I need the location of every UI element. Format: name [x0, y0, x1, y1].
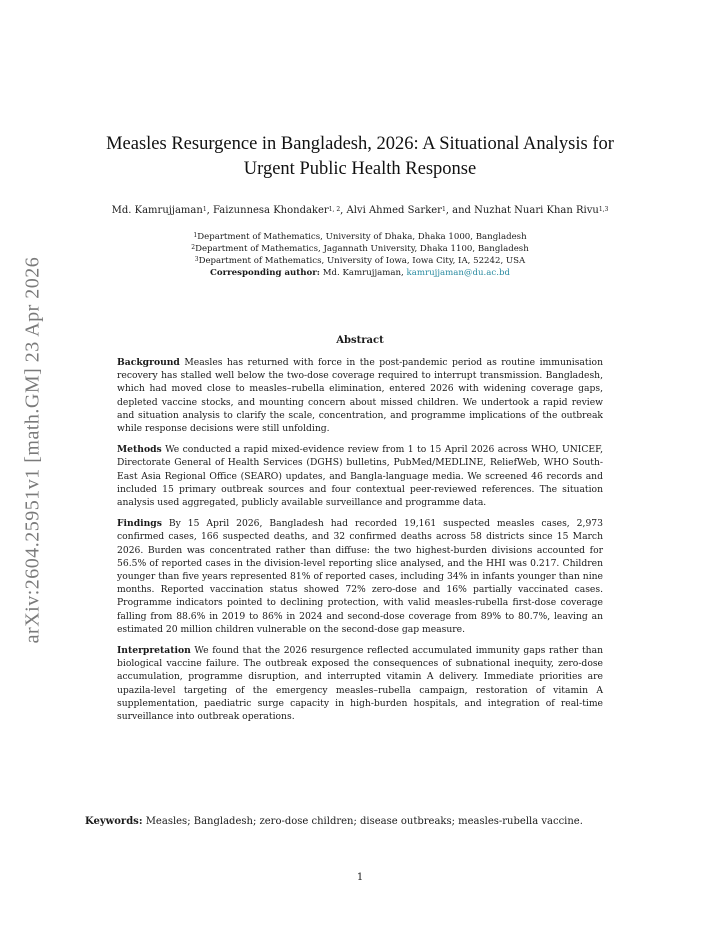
affiliation-text: Department of Mathematics, Jagannath University, Dhaka 1100, Bangladesh	[195, 244, 529, 254]
section-label: Findings	[117, 518, 162, 530]
affiliation-line	[120, 255, 600, 267]
abstract-interpretation	[117, 644, 603, 723]
author-name: , Faizunnesa Khondaker	[206, 205, 329, 216]
title-line-1: Measles Resurgence in Bangladesh, 2026: A Situational Analysis for	[106, 134, 614, 154]
abstract-heading: Abstract	[336, 335, 384, 346]
corresponding-author	[120, 267, 600, 279]
abstract-methods	[117, 443, 603, 509]
section-label: Interpretation	[117, 645, 191, 657]
section-text: Measles has returned with force in the post-pandemic period as routine immunisation recovery has stalled well below the two-dose coverage required to interrupt transmission. Bangladesh, which had moved close to measles–rubella elimination, entered 2026 with widening coverage gaps, depleted vaccine stocks, and mounting concern about missed children. We undertook a rapid review and situation analysis to clarify the scale, concentration, and programme implications of the outbreak while response decisions were still unfolding.	[117, 357, 603, 435]
keywords-label: Keywords:	[85, 816, 143, 827]
author-name: , Alvi Ahmed Sarker	[340, 205, 442, 216]
keywords	[85, 815, 645, 829]
author-name: , and Nuzhat Nuari Khan Rivu	[445, 205, 599, 216]
page-number: 1	[356, 872, 364, 883]
author-affil-sup: 1	[202, 206, 207, 213]
section-label: Methods	[117, 444, 162, 456]
author-affil-sup: 1,3	[598, 206, 609, 213]
title-line-2: Urgent Public Health Response	[243, 159, 477, 179]
section-text: We conducted a rapid mixed-evidence review from 1 to 15 April 2026 across WHO, UNICEF, Directorate General of Health Services (DGHS) bulletins, PubMed/MEDLINE, ReliefWeb, WHO South-East Asia Regional Office (SEARO) updates, and Bangla-language media. We screened 46 records and included 15 primary outbreak sources and four contextual peer-reviewed references. The situation analysis used aggregated, publicly available surveillance and programme data.	[117, 444, 603, 509]
section-text: By 15 April 2026, Bangladesh had recorded 19,161 suspected measles cases, 2,973 confirmed cases, 166 suspected deaths, and 32 confirmed deaths across 58 districts since 15 March 2026. Burden was concentrated rather than diffuse: the two highest-burden divisions accounted for 56.5% of reported cases in the division-level reporting slice analysed, and the HHI was 0.217. Children younger than five years represented 81% of reported cases, including 34% in infants younger than nine months. Reported vaccination status showed 72% zero-dose and 16% partially vaccinated cases. Programme indicators pointed to declining protection, with valid measles-rubella first-dose coverage falling from 88.6% in 2019 to 86% in 2024 and second-dose coverage from 89% to 80.7%, leaving an estimated 20 million children vulnerable on the second-dose gap measure.	[117, 518, 603, 635]
abstract-background	[117, 356, 603, 435]
section-label: Background	[117, 357, 180, 368]
abstract-findings	[117, 517, 603, 636]
affiliation-line	[120, 231, 600, 243]
arxiv-sidebar	[20, 240, 46, 660]
email-link[interactable]: kamrujjaman@du.ac.bd	[406, 268, 510, 278]
affiliation-sup: 2	[191, 244, 196, 251]
author-affil-sup: 1, 2	[328, 206, 341, 213]
corresponding-name: Md. Kamrujjaman,	[319, 268, 407, 278]
affiliation-text: Department of Mathematics, University of Iowa, Iowa City, IA, 52242, USA	[198, 256, 526, 266]
arxiv-identifier: arXiv:2604.25951v1 [math.GM] 23 Apr 2026	[21, 256, 44, 644]
corresponding-label: Corresponding author:	[210, 268, 320, 278]
affiliation-sup: 3	[194, 256, 199, 263]
abstract-body	[117, 356, 603, 731]
affiliation-line	[120, 243, 600, 255]
author-affil-sup: 1	[441, 206, 446, 213]
affiliations	[120, 231, 600, 279]
keywords-text: Measles; Bangladesh; zero-dose children; disease outbreaks; measles-rubella vaccine.	[142, 816, 583, 827]
affiliation-text: Department of Mathematics, University of Dhaka, Dhaka 1000, Bangladesh	[197, 232, 527, 242]
section-text: We found that the 2026 resurgence reflected accumulated immunity gaps rather than biological vaccine failure. The outbreak exposed the consequences of subnational inequity, zero-dose accumulation, programme disruption, and interrupted vitamin A delivery. Immediate priorities are upazila-level targeting of the emergency measles–rubella campaign, restoration of vitamin A supplementation, paediatric surge capacity in high-burden hospitals, and integration of real-time surveillance into outbreak operations.	[117, 645, 603, 723]
author-name: Md. Kamrujjaman	[111, 205, 203, 216]
affiliation-sup: 1	[193, 232, 198, 239]
paper-title	[80, 132, 640, 182]
author-list	[60, 204, 660, 217]
